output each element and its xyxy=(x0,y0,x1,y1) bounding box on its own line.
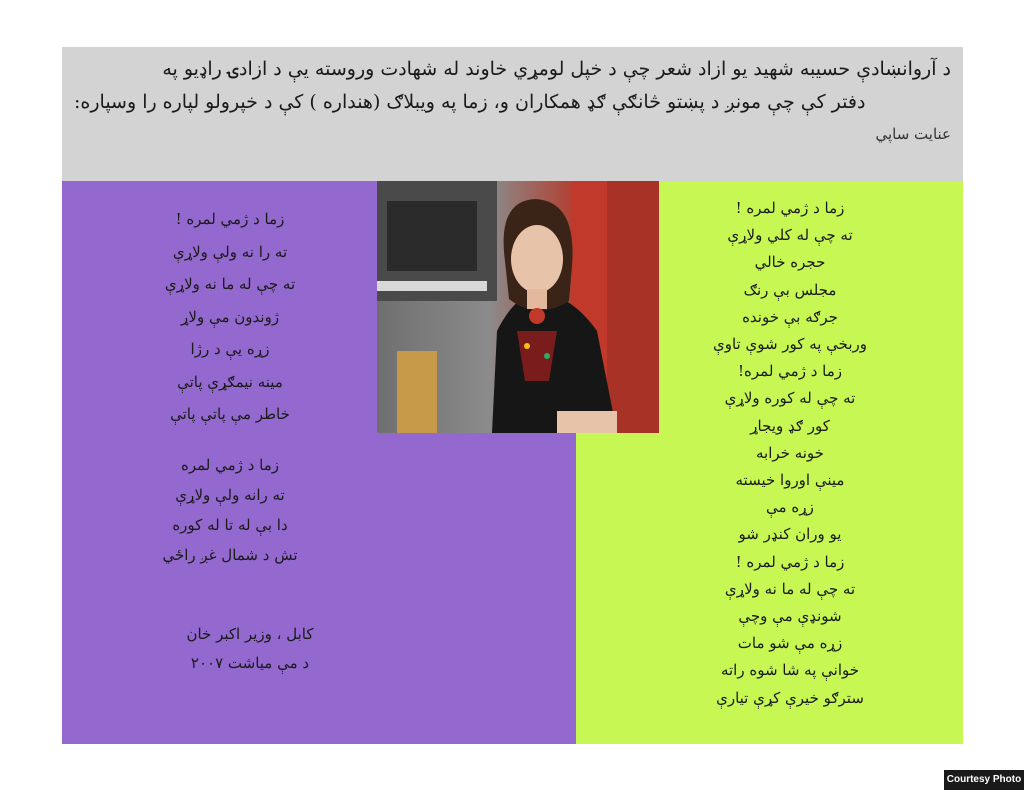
poem-line: ته چې له کلي ولاړې xyxy=(727,226,853,245)
poem-line: خاطر مې پاتې پاتې xyxy=(170,405,290,423)
signature-date: د مې میاشت ۲۰۰۷ xyxy=(190,654,310,672)
poem-line: کور ګډ ویجاړ xyxy=(750,416,830,435)
poem-line: خوانې په شا شوه راته xyxy=(720,661,860,680)
poem-line: خونه خرابه xyxy=(756,443,824,462)
poem-line: وربخې په کور شوې تاوې xyxy=(712,335,868,354)
poem-line: زما د ژمي لمره ! xyxy=(735,552,845,571)
poem-signature xyxy=(150,620,350,678)
poem-line: دا بې له تا له کوره xyxy=(172,516,288,534)
intro-header xyxy=(62,47,963,181)
poem-line: ته را نه ولې ولاړې xyxy=(172,242,288,261)
signature-place: کابل ، وزیر اکبر خان xyxy=(186,625,314,643)
poem-line: زړه مې شو مات xyxy=(737,634,843,653)
poem-line: ته چې له ما نه ولاړې xyxy=(724,579,856,598)
poem-line: سترګو خیرې کړې تیارې xyxy=(716,688,864,707)
poem-line: ته چې له ما نه ولاړې xyxy=(164,275,296,293)
poem-line: تش د شمال غږ راځي xyxy=(162,546,298,564)
poet-photo-illustration xyxy=(377,181,659,433)
author-credit: عنایت ساپي xyxy=(875,125,951,143)
poem-left-stanza-1 xyxy=(130,203,330,431)
poem-right xyxy=(690,195,890,712)
poem-line: مینې اوروا خیسته xyxy=(735,471,845,490)
poem-line: مینه نیمګړې پاتې xyxy=(177,372,283,391)
poem-line: ته چې له کوره ولاړې xyxy=(724,389,856,408)
poem-line: شونډې مې وچې xyxy=(738,607,842,626)
poem-line: مجلس بې رنګ xyxy=(743,280,837,299)
poem-line: زړه مې xyxy=(766,498,814,517)
poem-left-stanza-2 xyxy=(130,450,330,570)
poem-line: جرګه بې خونده xyxy=(742,307,838,326)
poem-line: زړه يې د رژا xyxy=(190,340,270,358)
poem-line: حجره خالي xyxy=(754,253,826,272)
poem-line: زما د ژمي لمره xyxy=(181,456,279,474)
intro-line-2: دفتر کې چې مونږ د پښتو څانګې ګډ همکاران و، زما په ویبلاګ (هنداره ) کې د خپرولو لپاره را وسپاره: xyxy=(74,91,866,113)
poet-photo xyxy=(377,181,659,433)
poem-line: ژوندون مې ولاړ xyxy=(180,307,280,326)
poem-line: یو وران کنډر شو xyxy=(738,525,842,544)
poem-line: زما د ژمي لمره ! xyxy=(735,199,845,217)
poem-line: زما د ژمي لمره! xyxy=(737,362,843,381)
poem-line: زما د ژمي لمره ! xyxy=(175,210,285,228)
courtesy-photo-badge: Courtesy Photo xyxy=(944,770,1024,790)
intro-line-1: د آروانښادې حسیبه شهید یو ازاد شعر چې د خپل لومړي خاوند له شهادت وروسته یې د ازادۍ راډیو په xyxy=(162,58,951,80)
poem-line: ته رانه ولې ولاړې xyxy=(175,486,285,504)
